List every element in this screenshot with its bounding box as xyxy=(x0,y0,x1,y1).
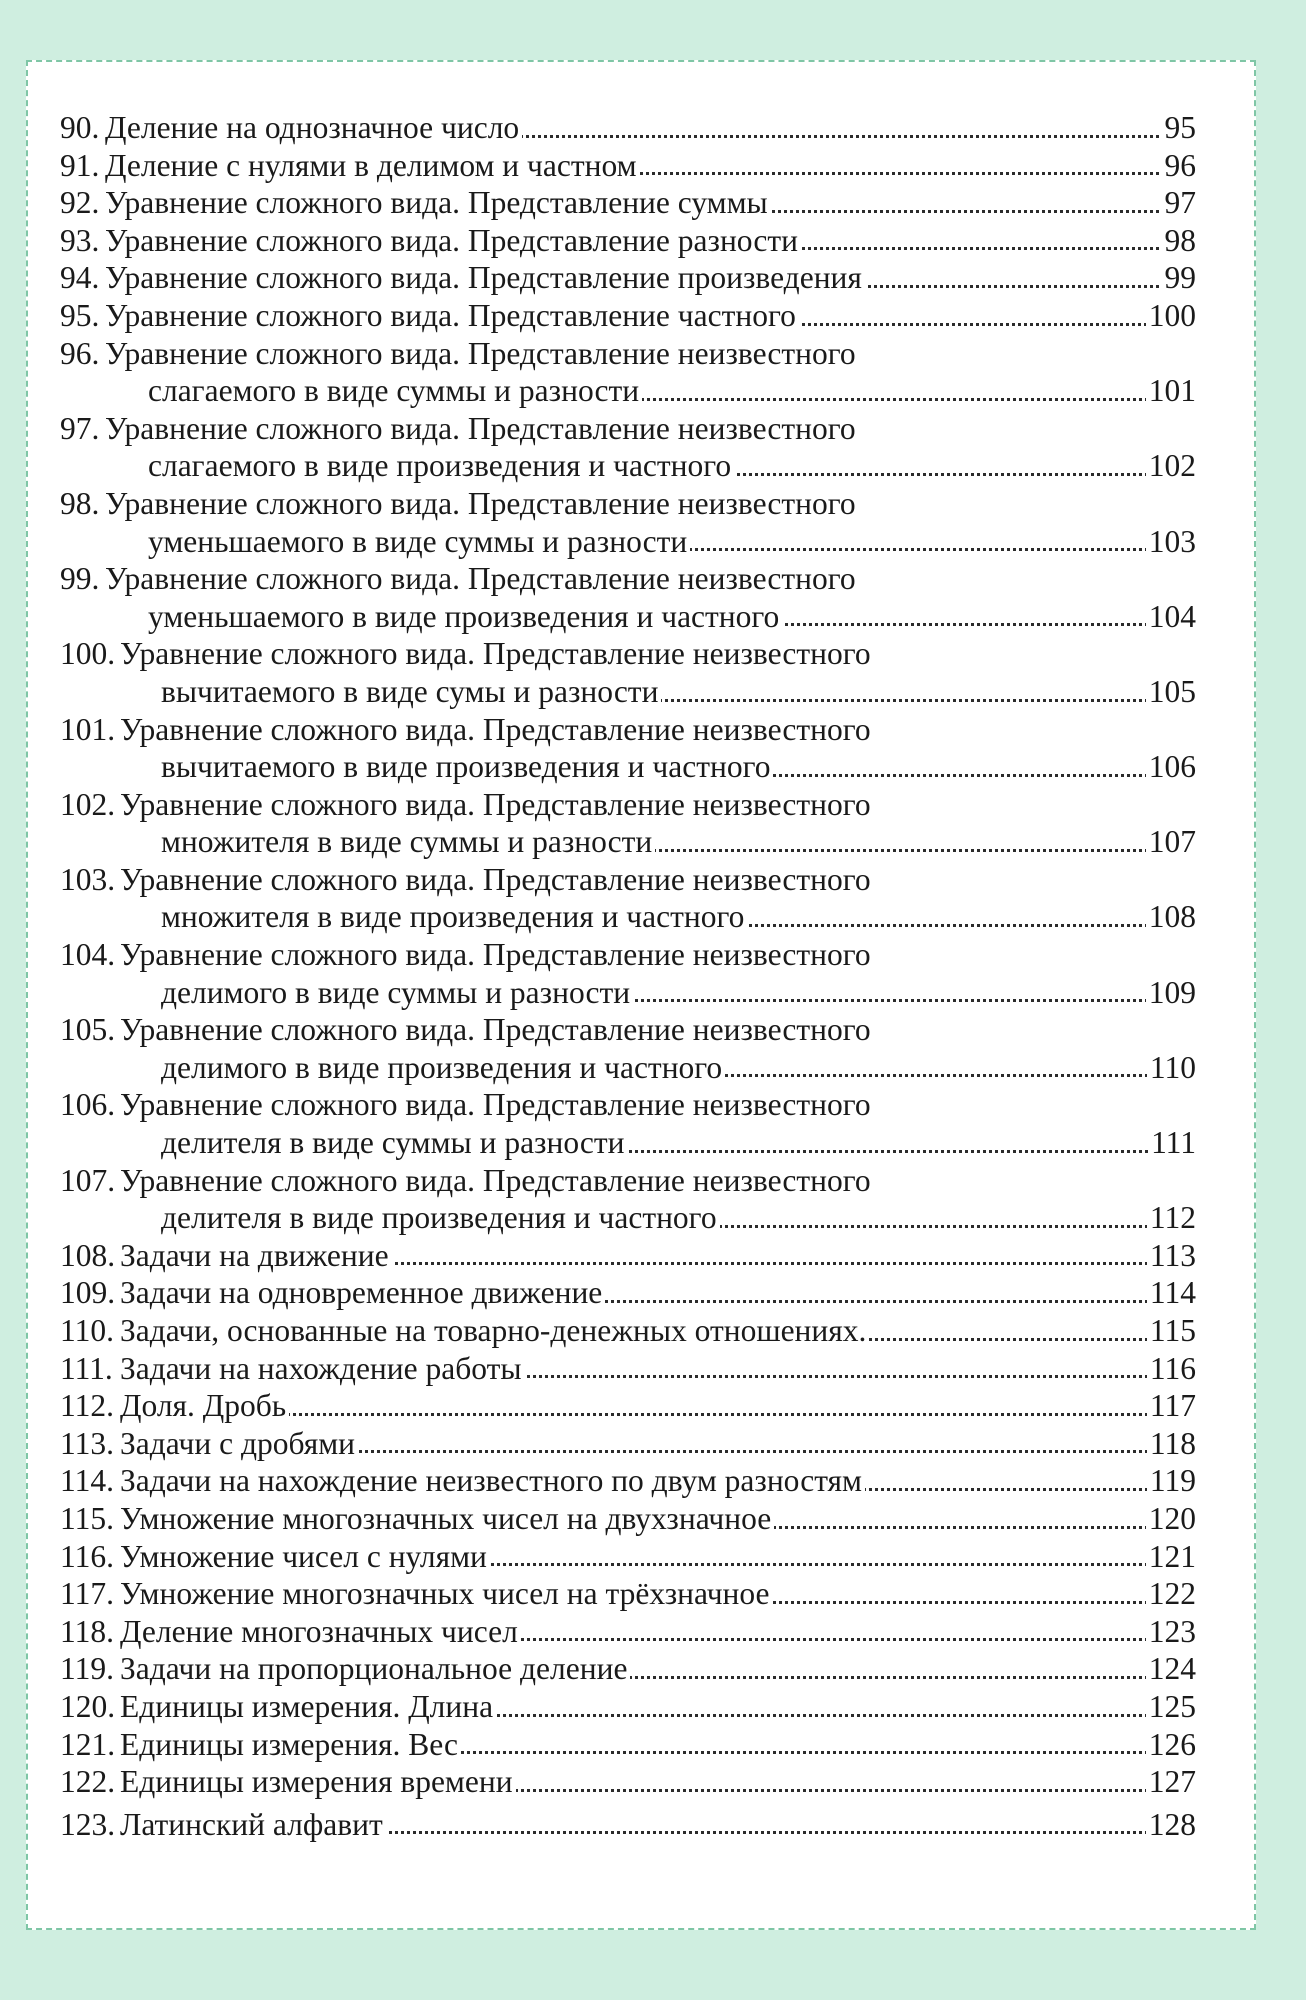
toc-page-number: 118 xyxy=(1147,1425,1196,1463)
toc-page-number: 114 xyxy=(1147,1274,1196,1312)
toc-entry-title: Уравнение сложного вида. Представление неизвестного xyxy=(105,335,859,373)
toc-entry-title: Задачи на нахождение работы xyxy=(120,1350,525,1388)
toc-entry-number: 107. xyxy=(60,1162,116,1198)
toc-entry-continuation xyxy=(60,974,1196,1012)
toc-page-number: 116 xyxy=(1147,1350,1196,1388)
toc-entry xyxy=(60,1726,1196,1764)
toc-entry xyxy=(60,184,1196,222)
toc-entry-title: Уравнение сложного вида. Представление неизвестного xyxy=(120,936,874,974)
toc-entry-title-continued: слагаемого в виде суммы и разности xyxy=(148,372,642,410)
toc-entry-title: Уравнение сложного вида. Представление неизвестного xyxy=(105,410,859,448)
toc-entry xyxy=(60,147,1196,185)
toc-page-number: 122 xyxy=(1146,1575,1196,1613)
toc-entry-title-continued: делимого в виде произведения и частного xyxy=(161,1049,725,1087)
toc-entry xyxy=(60,1462,1196,1500)
toc-entry xyxy=(60,560,1196,598)
toc-entry xyxy=(60,1086,1196,1124)
toc-entry xyxy=(60,1274,1196,1312)
toc-entry-number: 104. xyxy=(60,937,116,973)
toc-entry-title: Уравнение сложного вида. Представление разности xyxy=(105,222,801,260)
toc-entry-title: Уравнение сложного вида. Представление неизвестного xyxy=(120,711,874,749)
toc-entry-title: Уравнение сложного вида. Представление суммы xyxy=(105,184,771,222)
toc-entry-title: Уравнение сложного вида. Представление неизвестного xyxy=(120,1086,874,1124)
toc-entry xyxy=(60,1011,1196,1049)
toc-entry-title-continued: уменьшаемого в виде суммы и разности xyxy=(148,523,690,561)
toc-entry-title-continued: делимого в виде суммы и разности xyxy=(161,974,633,1012)
toc-entry-number: 97. xyxy=(60,410,100,446)
toc-entry-number: 108. xyxy=(60,1237,116,1273)
toc-page-number: 115 xyxy=(1147,1312,1196,1350)
toc-entry-title: Деление на однозначное число xyxy=(105,109,522,147)
toc-entry-title: Задачи на пропорциональное деление xyxy=(120,1650,630,1688)
toc-entry-title: Уравнение сложного вида. Представление неизвестного xyxy=(120,635,874,673)
toc-entry-number: 123. xyxy=(60,1806,116,1842)
toc-entry-number: 105. xyxy=(60,1012,116,1048)
toc-entry-title: Уравнение сложного вида. Представление неизвестного xyxy=(120,1162,874,1200)
toc-entry xyxy=(60,1237,1196,1275)
toc-entry xyxy=(60,1763,1196,1801)
toc-entry-number: 117. xyxy=(60,1576,114,1612)
toc-entry-number: 113. xyxy=(60,1425,114,1461)
toc-entry-number: 91. xyxy=(60,147,100,183)
toc-entry xyxy=(60,1500,1196,1538)
toc-entry xyxy=(60,259,1196,297)
toc-page-number: 120 xyxy=(1146,1500,1196,1538)
toc-entry xyxy=(60,1538,1196,1576)
toc-entry xyxy=(60,786,1196,824)
toc-page-number: 123 xyxy=(1146,1613,1196,1651)
toc-entry xyxy=(60,1806,1196,1844)
toc-page-number: 104 xyxy=(1146,598,1196,636)
toc-entry-continuation xyxy=(60,1049,1196,1087)
toc-page-number: 97 xyxy=(1162,184,1197,222)
toc-page-number: 101 xyxy=(1146,372,1196,410)
toc-entry-title-continued: вычитаемого в виде произведения и частного xyxy=(161,748,773,786)
toc-entry-title-continued: слагаемого в виде произведения и частного xyxy=(148,447,734,485)
toc-entry-title: Уравнение сложного вида. Представление неизвестного xyxy=(120,861,874,899)
toc-entry xyxy=(60,1312,1196,1350)
toc-entry-continuation xyxy=(60,748,1196,786)
toc-entry-continuation xyxy=(60,372,1196,410)
toc-entry xyxy=(60,1613,1196,1651)
toc-entry-title: Уравнение сложного вида. Представление неизвестного xyxy=(105,485,859,523)
toc-entry-title: Умножение чисел с нулями xyxy=(120,1538,490,1576)
toc-entry-number: 109. xyxy=(60,1275,116,1311)
toc-entry-number: 118. xyxy=(60,1613,114,1649)
toc-entry-number: 93. xyxy=(60,222,100,258)
toc-page-number: 112 xyxy=(1147,1199,1196,1237)
toc-entry-title: Задачи с дробями xyxy=(120,1425,358,1463)
toc-entry-number: 92. xyxy=(60,185,100,221)
toc-entry-number: 95. xyxy=(60,297,100,333)
toc-entry-number: 120. xyxy=(60,1688,116,1724)
toc-entry-title: Доля. Дробь xyxy=(120,1387,289,1425)
toc-entry-number: 121. xyxy=(60,1726,116,1762)
toc-entry-title: Задачи, основанные на товарно-денежных отношениях. xyxy=(120,1312,869,1350)
toc-entry-continuation xyxy=(60,598,1196,636)
toc-page-number: 119 xyxy=(1147,1462,1196,1500)
toc-entry-title-continued: вычитаемого в виде сумы и разности xyxy=(161,673,661,711)
toc-entry-continuation xyxy=(60,898,1196,936)
toc-entry-number: 106. xyxy=(60,1087,116,1123)
toc-entry-title: Деление многозначных чисел xyxy=(120,1613,521,1651)
toc-entry-number: 98. xyxy=(60,485,100,521)
toc-entry-title: Уравнение сложного вида. Представление неизвестного xyxy=(120,1011,874,1049)
toc-entry-title-continued: делителя в виде суммы и разности xyxy=(161,1124,628,1162)
toc-page-number: 100 xyxy=(1146,297,1196,335)
toc-entry-number: 111. xyxy=(60,1350,113,1386)
toc-entry-title: Латинский алфавит xyxy=(120,1806,386,1844)
toc-entry-title-continued: множителя в виде суммы и разности xyxy=(161,823,655,861)
table-of-contents xyxy=(60,109,1196,1843)
toc-entry xyxy=(60,485,1196,523)
toc-entry-number: 103. xyxy=(60,861,116,897)
toc-entry-number: 96. xyxy=(60,335,100,371)
toc-entry-number: 112. xyxy=(60,1388,114,1424)
toc-entry-title: Единицы измерения времени xyxy=(120,1763,516,1801)
toc-entry-number: 115. xyxy=(60,1500,114,1536)
toc-entry-number: 114. xyxy=(60,1463,114,1499)
toc-entry-title-continued: делителя в виде произведения и частного xyxy=(161,1199,720,1237)
toc-entry-title-continued: уменьшаемого в виде произведения и частного xyxy=(148,598,782,636)
toc-entry xyxy=(60,1688,1196,1726)
toc-entry xyxy=(60,109,1196,147)
toc-page-number: 106 xyxy=(1146,748,1196,786)
toc-page-number: 126 xyxy=(1146,1726,1196,1764)
toc-entry-title: Уравнение сложного вида. Представление произведения xyxy=(105,259,865,297)
toc-entry-title: Деление с нулями в делимом и частном xyxy=(105,147,640,185)
toc-page-number: 107 xyxy=(1146,823,1196,861)
toc-entry xyxy=(60,861,1196,899)
toc-entry-number: 116. xyxy=(60,1538,114,1574)
toc-entry xyxy=(60,711,1196,749)
toc-entry xyxy=(60,297,1196,335)
toc-page-number: 109 xyxy=(1146,974,1196,1012)
toc-entry-number: 110. xyxy=(60,1313,114,1348)
toc-entry-number: 94. xyxy=(60,260,100,296)
toc-entry-number: 90. xyxy=(60,110,100,145)
toc-page-number: 110 xyxy=(1147,1049,1196,1087)
toc-entry xyxy=(60,1575,1196,1613)
toc-entry-title: Уравнение сложного вида. Представление частного xyxy=(105,297,799,335)
toc-entry-continuation xyxy=(60,1124,1196,1162)
toc-entry xyxy=(60,335,1196,373)
toc-entry-number: 100. xyxy=(60,636,116,672)
toc-entry-continuation xyxy=(60,447,1196,485)
toc-entry xyxy=(60,222,1196,260)
toc-entry-title: Уравнение сложного вида. Представление неизвестного xyxy=(120,786,874,824)
toc-entry-title: Задачи на одновременное движение xyxy=(120,1274,605,1312)
toc-entry-title: Умножение многозначных чисел на трёхзначное xyxy=(120,1575,773,1613)
toc-page-number: 102 xyxy=(1146,447,1196,485)
toc-page-number: 108 xyxy=(1146,898,1196,936)
toc-entry-number: 119. xyxy=(60,1651,114,1687)
toc-page-number: 105 xyxy=(1146,673,1196,711)
toc-entry-title: Уравнение сложного вида. Представление неизвестного xyxy=(105,560,859,598)
toc-page-number: 98 xyxy=(1162,222,1197,260)
toc-entry-title: Умножение многозначных чисел на двухзначное xyxy=(120,1500,774,1538)
toc-entry-continuation xyxy=(60,1199,1196,1237)
toc-entry xyxy=(60,635,1196,673)
toc-entry xyxy=(60,1650,1196,1688)
toc-page-number: 125 xyxy=(1146,1688,1196,1726)
toc-page-number: 99 xyxy=(1162,259,1197,297)
toc-page-number: 117 xyxy=(1147,1387,1196,1425)
toc-entry-continuation xyxy=(60,673,1196,711)
toc-entry xyxy=(60,410,1196,448)
toc-entry-title: Единицы измерения. Длина xyxy=(120,1688,496,1726)
toc-page-number: 95 xyxy=(1162,109,1197,147)
toc-entry xyxy=(60,936,1196,974)
toc-entry-title-continued: множителя в виде произведения и частного xyxy=(161,898,747,936)
toc-entry-continuation xyxy=(60,523,1196,561)
toc-page-number: 124 xyxy=(1146,1650,1196,1688)
toc-entry-continuation xyxy=(60,823,1196,861)
toc-entry-title: Задачи на нахождение неизвестного по двум разностям xyxy=(120,1462,865,1500)
toc-entry xyxy=(60,1350,1196,1388)
toc-entry-number: 102. xyxy=(60,786,116,822)
toc-page-number: 128 xyxy=(1146,1806,1196,1844)
toc-page-number: 96 xyxy=(1162,147,1197,185)
toc-entry-number: 122. xyxy=(60,1764,116,1800)
toc-entry-number: 99. xyxy=(60,561,100,597)
toc-entry-number: 101. xyxy=(60,711,116,747)
toc-page-number: 111 xyxy=(1148,1124,1196,1162)
toc-entry-title: Единицы измерения. Вес xyxy=(120,1726,461,1764)
toc-entry xyxy=(60,1425,1196,1463)
toc-page-number: 121 xyxy=(1146,1538,1196,1576)
toc-page-number: 113 xyxy=(1147,1237,1196,1275)
toc-page-number: 127 xyxy=(1146,1763,1196,1801)
toc-entry xyxy=(60,1162,1196,1200)
toc-entry xyxy=(60,1387,1196,1425)
toc-entry-title: Задачи на движение xyxy=(120,1237,392,1275)
toc-page-number: 103 xyxy=(1146,523,1196,561)
